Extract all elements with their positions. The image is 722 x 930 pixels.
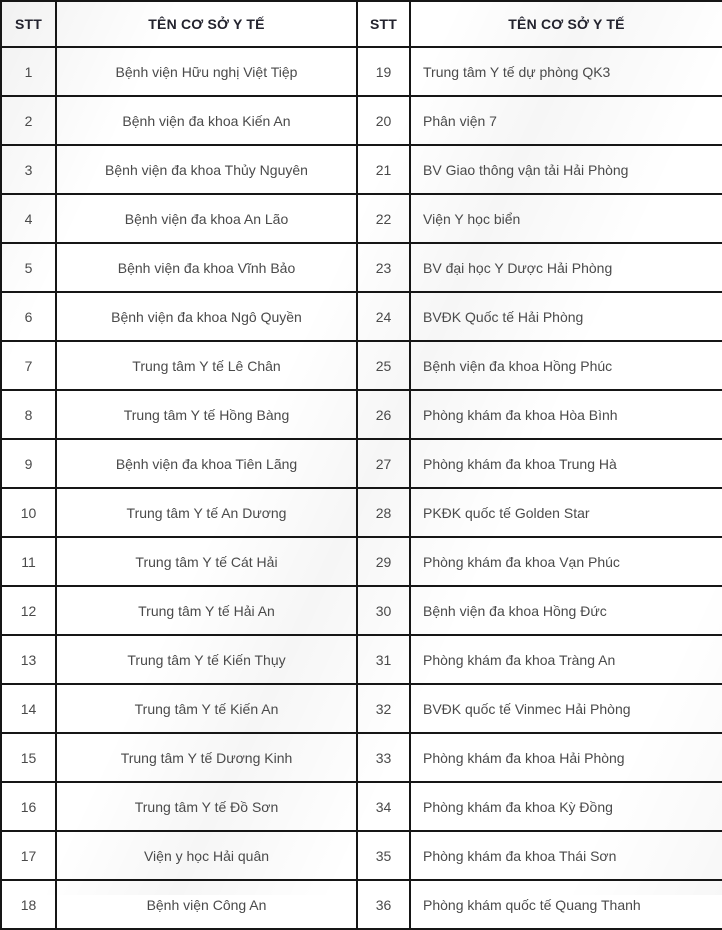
facility-name-right-cell: Viện Y học biển [410, 194, 722, 243]
table-row [1, 145, 722, 194]
stt-left-cell: 11 [1, 537, 56, 586]
facility-name-right-cell: PKĐK quốc tế Golden Star [410, 488, 722, 537]
facility-name-right-header: TÊN CƠ SỞ Y TẾ [410, 1, 722, 47]
stt-right-cell: 24 [357, 292, 410, 341]
stt-left-cell: 16 [1, 782, 56, 831]
facility-name-right-cell: Phòng khám đa khoa Kỳ Đồng [410, 782, 722, 831]
stt-left-cell: 12 [1, 586, 56, 635]
facility-name-left-cell: Bệnh viện đa khoa Vĩnh Bảo [56, 243, 357, 292]
stt-right-cell: 29 [357, 537, 410, 586]
stt-left-cell: 17 [1, 831, 56, 880]
facility-name-right-cell: Phòng khám đa khoa Hải Phòng [410, 733, 722, 782]
table-row [1, 47, 722, 96]
stt-right-cell: 31 [357, 635, 410, 684]
facility-name-right-cell: Bệnh viện đa khoa Hồng Phúc [410, 341, 722, 390]
stt-right-cell: 22 [357, 194, 410, 243]
stt-right-cell: 19 [357, 47, 410, 96]
facility-name-right-cell: BVĐK quốc tế Vinmec Hải Phòng [410, 684, 722, 733]
table-row [1, 292, 722, 341]
facility-name-left-cell: Bệnh viện đa khoa Tiên Lãng [56, 439, 357, 488]
stt-left-cell: 18 [1, 880, 56, 929]
stt-right-cell: 30 [357, 586, 410, 635]
facility-name-right-cell: Phòng khám đa khoa Thái Sơn [410, 831, 722, 880]
facility-name-left-cell: Trung tâm Y tế Hồng Bàng [56, 390, 357, 439]
stt-left-cell: 1 [1, 47, 56, 96]
facility-name-right-cell: Phòng khám đa khoa Tràng An [410, 635, 722, 684]
facility-name-left-header: TÊN CƠ SỞ Y TẾ [56, 1, 357, 47]
facility-name-left-cell: Bệnh viện đa khoa Thủy Nguyên [56, 145, 357, 194]
facility-name-right-cell: BV đại học Y Dược Hải Phòng [410, 243, 722, 292]
header-row [1, 1, 722, 47]
facility-name-left-cell: Trung tâm Y tế Cát Hải [56, 537, 357, 586]
stt-left-cell: 2 [1, 96, 56, 145]
stt-right-cell: 23 [357, 243, 410, 292]
table-row [1, 341, 722, 390]
facility-name-left-cell: Trung tâm Y tế Lê Chân [56, 341, 357, 390]
stt-right-cell: 27 [357, 439, 410, 488]
stt-left-cell: 14 [1, 684, 56, 733]
table-row [1, 194, 722, 243]
stt-left-cell: 9 [1, 439, 56, 488]
stt-left-cell: 8 [1, 390, 56, 439]
stt-right-cell: 35 [357, 831, 410, 880]
table-row [1, 635, 722, 684]
stt-left-cell: 6 [1, 292, 56, 341]
table-row [1, 831, 722, 880]
table-row [1, 880, 722, 929]
stt-right-cell: 28 [357, 488, 410, 537]
stt-left-cell: 7 [1, 341, 56, 390]
table-row [1, 96, 722, 145]
table-row [1, 488, 722, 537]
facility-name-right-cell: Bệnh viện đa khoa Hồng Đức [410, 586, 722, 635]
stt-right-header: STT [357, 1, 410, 47]
facility-name-right-cell: Phòng khám đa khoa Hòa Bình [410, 390, 722, 439]
table-row [1, 684, 722, 733]
stt-left-cell: 4 [1, 194, 56, 243]
stt-right-cell: 20 [357, 96, 410, 145]
facility-name-right-cell: Trung tâm Y tế dự phòng QK3 [410, 47, 722, 96]
stt-left-cell: 15 [1, 733, 56, 782]
stt-right-cell: 21 [357, 145, 410, 194]
facility-name-left-cell: Trung tâm Y tế Dương Kinh [56, 733, 357, 782]
facility-name-right-cell: Phòng khám đa khoa Trung Hà [410, 439, 722, 488]
facility-name-left-cell: Trung tâm Y tế An Dương [56, 488, 357, 537]
table-row [1, 390, 722, 439]
facility-name-left-cell: Bệnh viện Công An [56, 880, 357, 929]
table-row [1, 439, 722, 488]
stt-right-cell: 26 [357, 390, 410, 439]
stt-right-cell: 32 [357, 684, 410, 733]
facility-name-right-cell: Phân viện 7 [410, 96, 722, 145]
facility-name-left-cell: Trung tâm Y tế Kiến An [56, 684, 357, 733]
facility-name-right-cell: BVĐK Quốc tế Hải Phòng [410, 292, 722, 341]
facility-name-left-cell: Trung tâm Y tế Đồ Sơn [56, 782, 357, 831]
facility-name-right-cell: Phòng khám quốc tế Quang Thanh [410, 880, 722, 929]
stt-right-cell: 36 [357, 880, 410, 929]
table-row [1, 243, 722, 292]
stt-right-cell: 25 [357, 341, 410, 390]
stt-right-cell: 34 [357, 782, 410, 831]
stt-right-cell: 33 [357, 733, 410, 782]
table-row [1, 733, 722, 782]
facility-name-left-cell: Trung tâm Y tế Kiến Thụy [56, 635, 357, 684]
facility-name-left-cell: Bệnh viện đa khoa Ngô Quyền [56, 292, 357, 341]
table-row [1, 782, 722, 831]
facility-name-left-cell: Bệnh viện đa khoa Kiến An [56, 96, 357, 145]
facility-name-left-cell: Trung tâm Y tế Hải An [56, 586, 357, 635]
stt-left-cell: 5 [1, 243, 56, 292]
facility-name-right-cell: BV Giao thông vận tải Hải Phòng [410, 145, 722, 194]
stt-left-cell: 10 [1, 488, 56, 537]
facility-name-left-cell: Bệnh viện Hữu nghị Việt Tiệp [56, 47, 357, 96]
stt-left-cell: 13 [1, 635, 56, 684]
table-row [1, 586, 722, 635]
table-row [1, 537, 722, 586]
stt-left-cell: 3 [1, 145, 56, 194]
facility-name-left-cell: Bệnh viện đa khoa An Lão [56, 194, 357, 243]
facility-name-left-cell: Viện y học Hải quân [56, 831, 357, 880]
stt-left-header: STT [1, 1, 56, 47]
facility-name-right-cell: Phòng khám đa khoa Vạn Phúc [410, 537, 722, 586]
